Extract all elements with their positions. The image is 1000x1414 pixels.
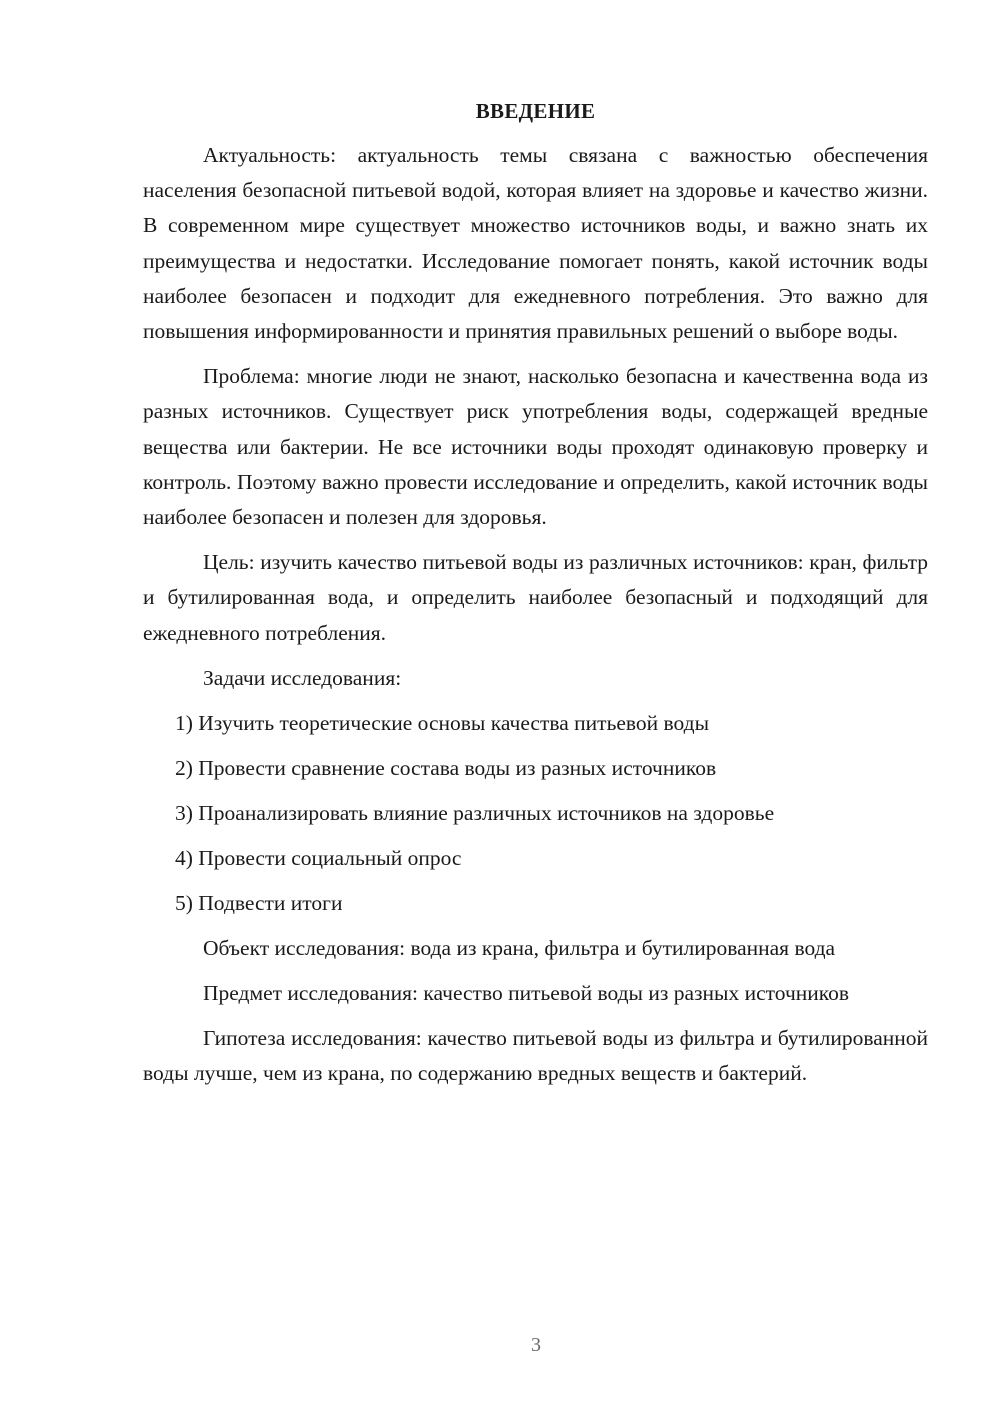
document-page (143, 96, 928, 1102)
task-item-3: 3) Проанализировать влияние различных источников на здоровье (175, 800, 775, 825)
section-title: ВВЕДЕНИЕ (475, 99, 596, 123)
task-item-4: 4) Провести социальный опрос (175, 845, 462, 870)
task-list (143, 706, 928, 921)
problem-paragraph: Проблема: многие люди не знают, насколько безопасна и качественна вода из разных источников. Существует риск употребления воды, содержащей вредные вещества или бактерии. Не все источники воды проходят одинаковую проверку и контроль. Поэтому важно провести исследование и определить, какой источник воды наиболее безопасен и полезен для здоровья. (143, 364, 928, 530)
task-item-5: 5) Подвести итоги (175, 890, 343, 915)
hypothesis-paragraph: Гипотеза исследования: качество питьевой воды из фильтра и бутилированной воды лучше, чем из крана, по содержанию вредных веществ и бактерий. (143, 1026, 928, 1086)
page-number: 3 (531, 1334, 541, 1356)
goal-paragraph: Цель: изучить качество питьевой воды из различных источников: кран, фильтр и бутилированная вода, и определить наиболее безопасный и подходящий для ежедневного потребления. (143, 550, 928, 645)
tasks-heading: Задачи исследования: (203, 665, 402, 690)
task-item-1: 1) Изучить теоретические основы качества питьевой воды (175, 710, 710, 735)
subject-paragraph: Предмет исследования: качество питьевой воды из разных источников (203, 981, 850, 1006)
object-paragraph: Объект исследования: вода из крана, фильтра и бутилированная вода (203, 935, 836, 960)
relevance-paragraph: Актуальность: актуальность темы связана с важностью обеспечения населения безопасной питьевой водой, которая влияет на здоровье и качество жизни. В современном мире существует множество источников воды, и важно знать их преимущества и недостатки. Исследование помогает понять, какой источник воды наиболее безопасен и подходит для ежедневного потребления. Это важно для повышения информированности и принятия правильных решений о выборе воды. (143, 143, 928, 344)
task-item-2: 2) Провести сравнение состава воды из разных источников (175, 755, 717, 780)
